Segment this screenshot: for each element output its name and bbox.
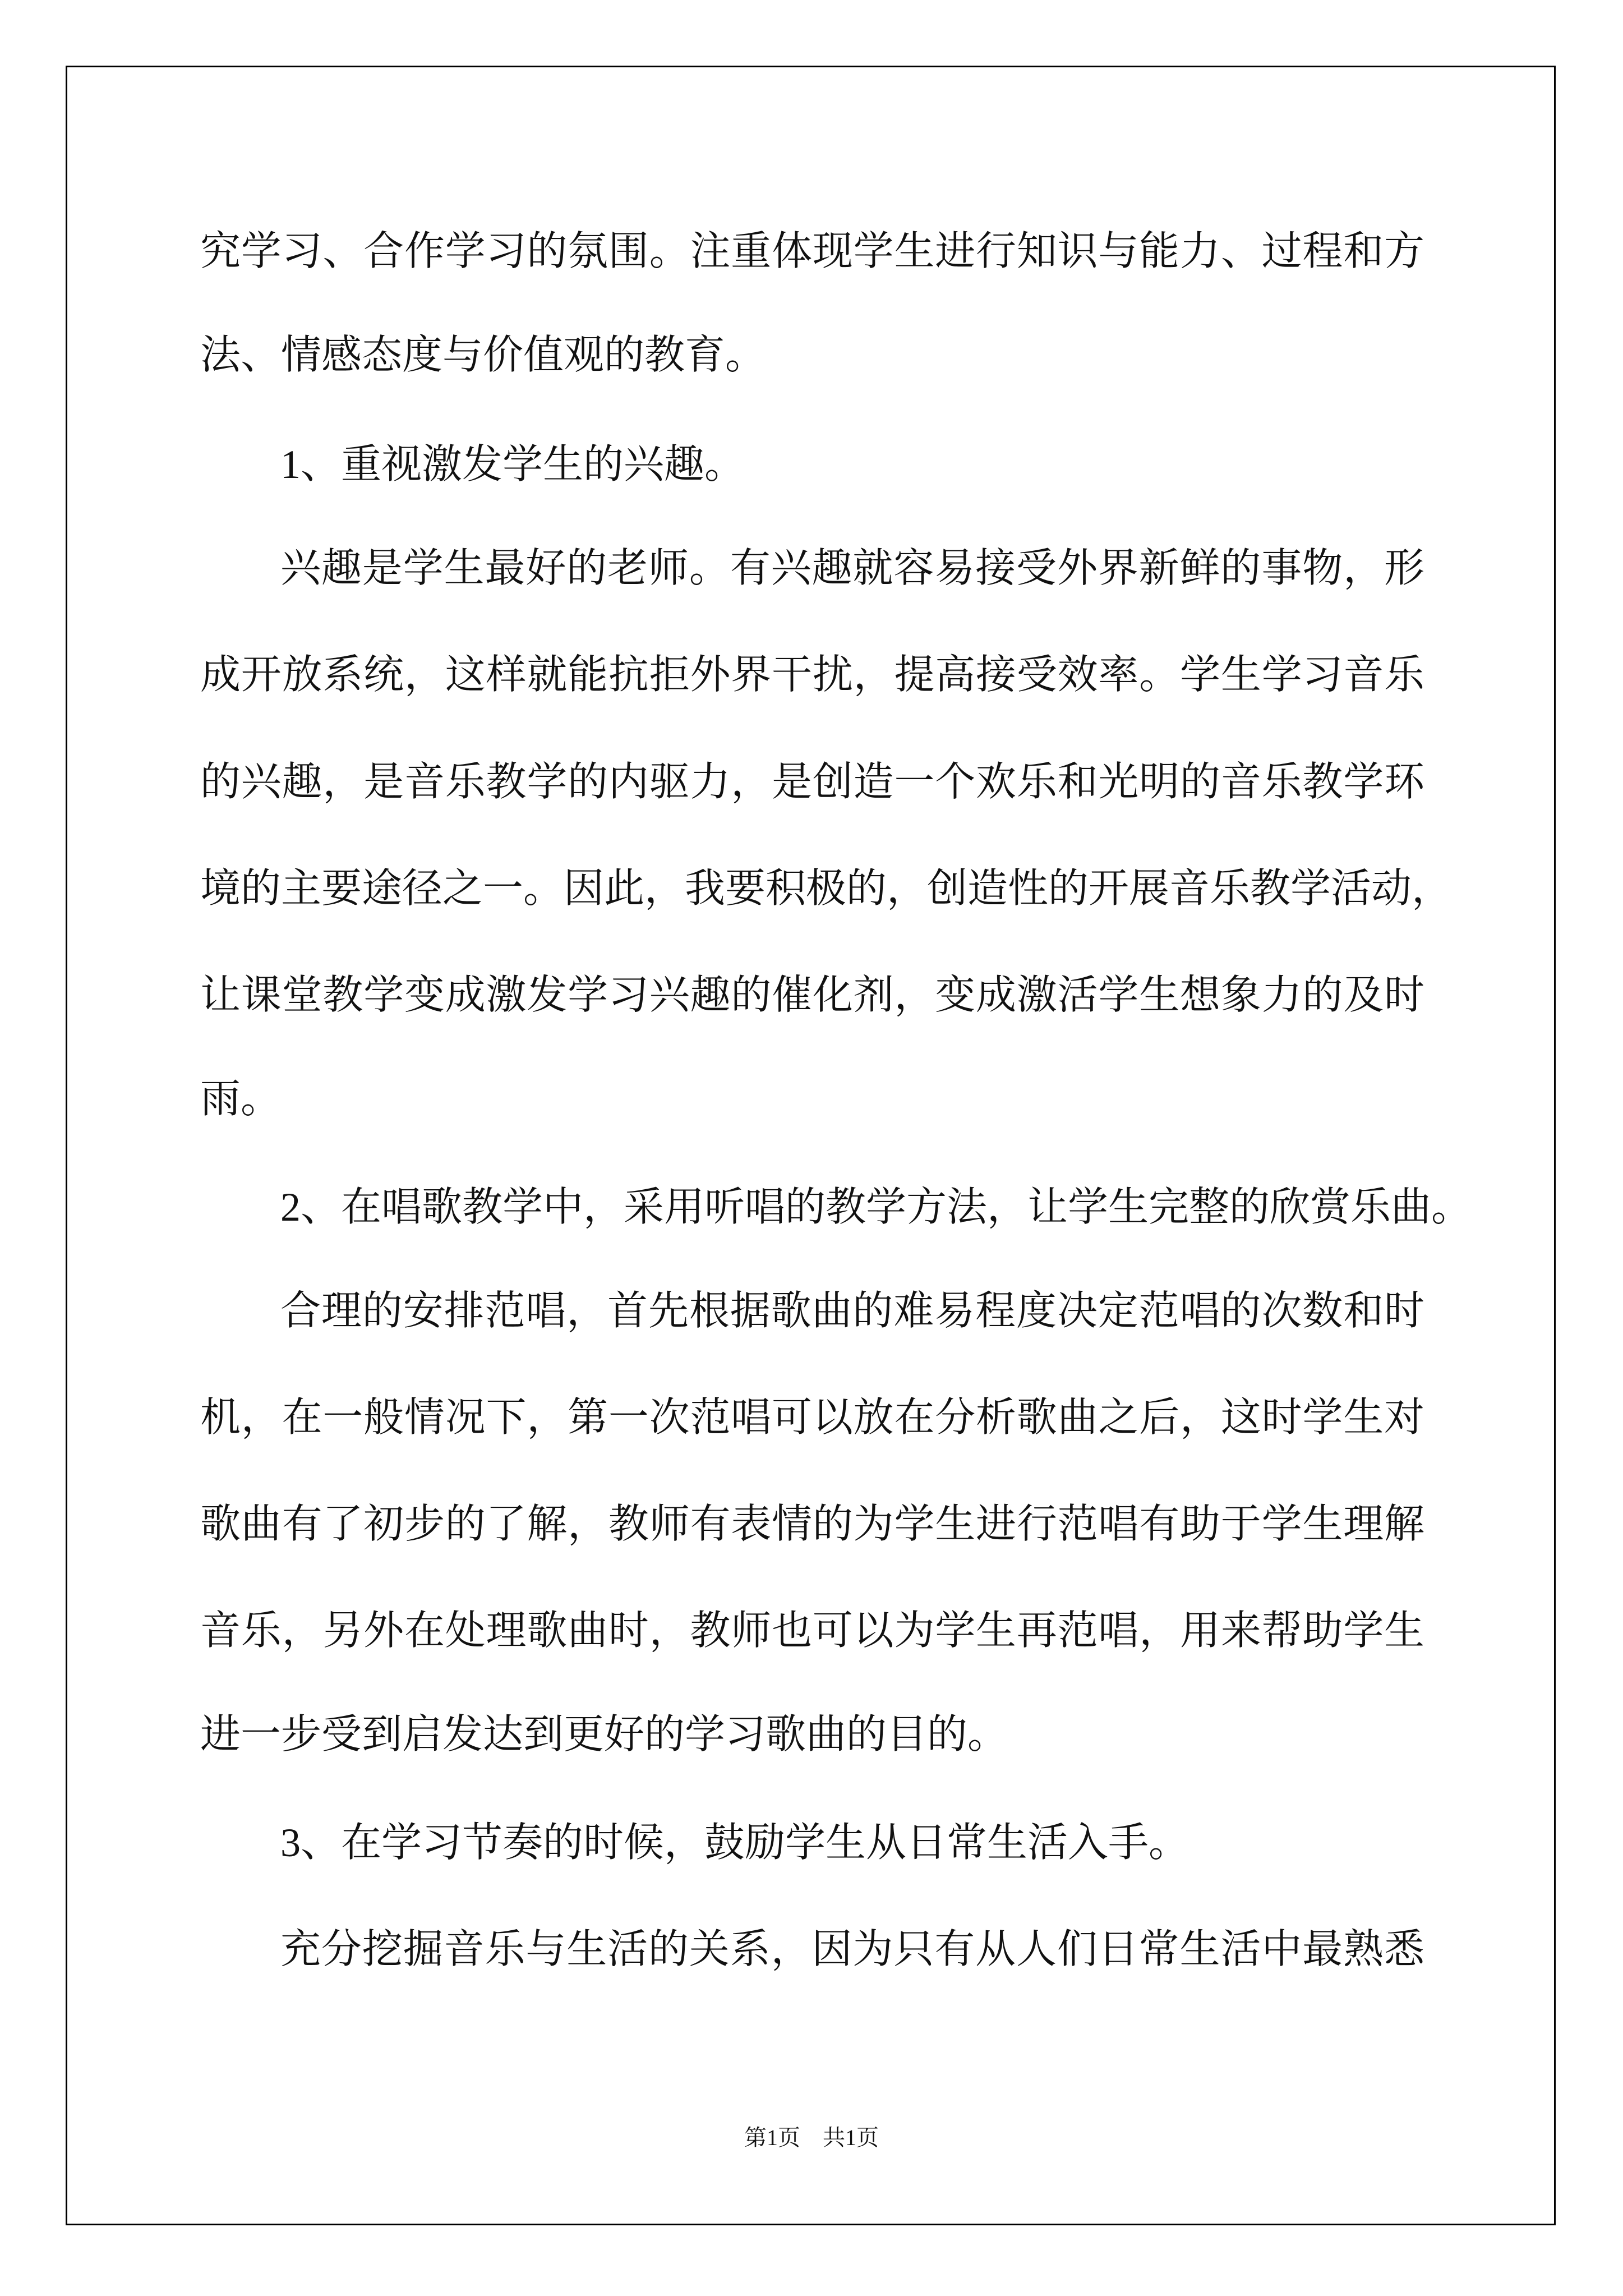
page-border [66,66,1556,2225]
text-line: 歌曲有了初步的了解，教师有表情的为学生进行范唱有助于学生理解 [200,1502,1424,1547]
text-line: 充分挖掘音乐与生活的关系，因为只有从人们日常生活中最熟悉 [280,1927,1424,1972]
text-line: 音乐，另外在处理歌曲时，教师也可以为学生再范唱，用来帮助学生 [200,1608,1424,1653]
text-line: 境的主要途径之一。因此，我要积极的，创造性的开展音乐教学活动， [200,866,1453,911]
text-line: 机，在一般情况下，第一次范唱可以放在分析歌曲之后，这时学生对 [200,1395,1424,1440]
text-line: 的兴趣，是音乐教学的内驱力，是创造一个欢乐和光明的音乐教学环 [200,760,1424,804]
page-footer [0,2125,1623,2150]
section-heading: 2、在唱歌教学中，采用听唱的教学方法，让学生完整的欣赏乐曲。 [280,1185,1472,1230]
text-line: 合理的安排范唱，首先根据歌曲的难易程度决定范唱的次数和时 [280,1289,1424,1333]
text-line: 让课堂教学变成激发学习兴趣的催化剂，变成激活学生想象力的及时 [200,973,1424,1018]
text-line: 雨。 [200,1076,282,1121]
page-number: 第1页 [744,2125,800,2150]
section-heading: 1、重视激发学生的兴趣。 [280,442,745,487]
text-line: 成开放系统，这样就能抗拒外界干扰，提高接受效率。学生学习音乐 [200,652,1424,697]
page-total: 共1页 [823,2125,879,2150]
text-line: 究学习、合作学习的氛围。注重体现学生进行知识与能力、过程和方 [200,229,1424,274]
text-line: 兴趣是学生最好的老师。有兴趣就容易接受外界新鲜的事物，形 [280,546,1424,591]
text-line: 进一步受到启发达到更好的学习歌曲的目的。 [200,1712,1008,1757]
section-heading: 3、在学习节奏的时候，鼓励学生从日常生活入手。 [280,1820,1189,1865]
text-line: 法、情感态度与价值观的教育。 [200,333,766,378]
